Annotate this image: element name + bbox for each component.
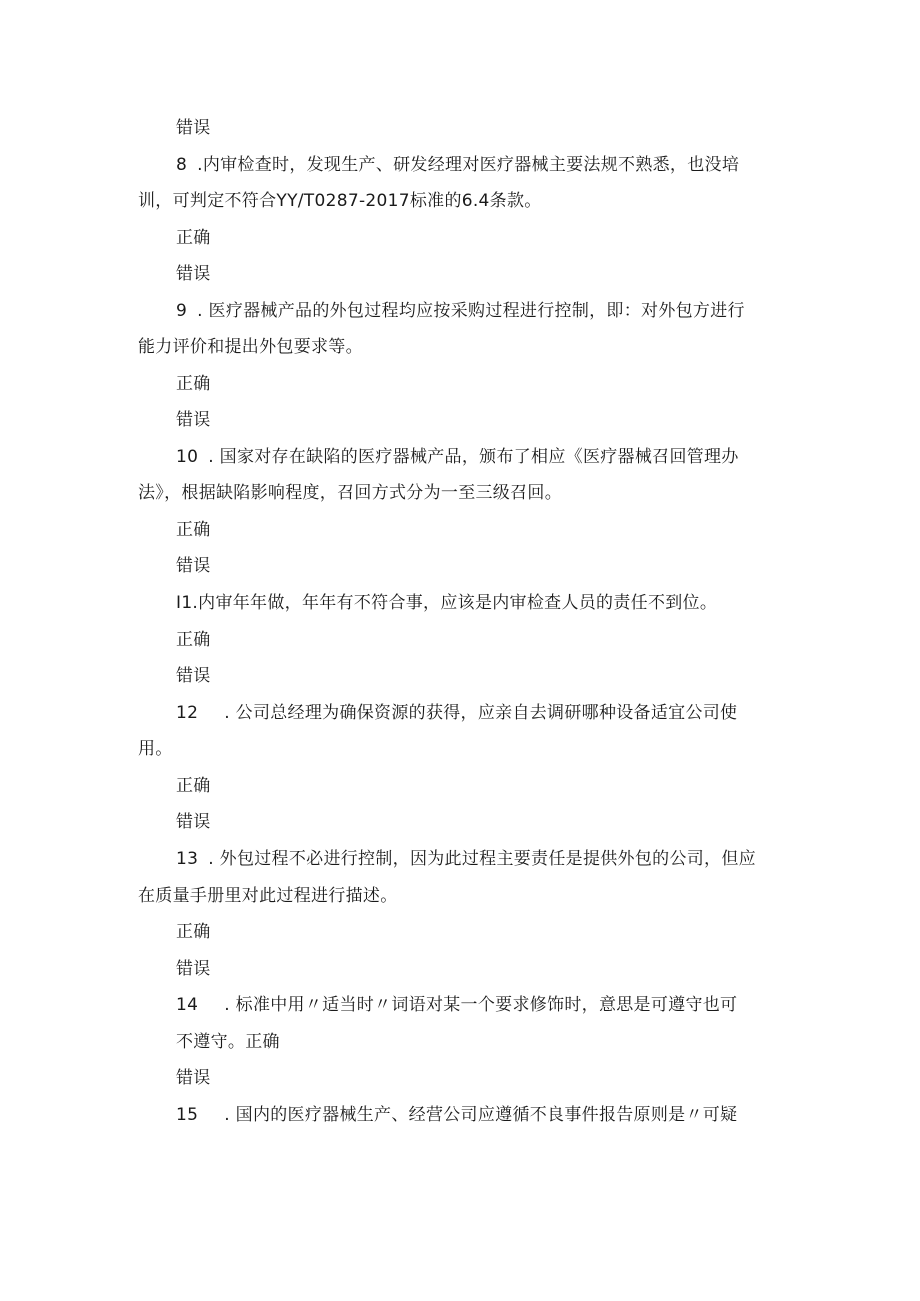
- answer-option: 错误: [176, 118, 211, 138]
- question-14-line-1: [176, 993, 737, 1017]
- question-12-line-2: 用。: [138, 739, 173, 759]
- question-15-line-1: [176, 1103, 737, 1127]
- question-8-line-2: 训，可判定不符合YY/T0287-2017标准的6.4条款。: [138, 191, 542, 211]
- answer-option-correct: 正确: [176, 374, 211, 394]
- question-number: 13: [176, 849, 199, 869]
- answer-option-wrong: 错误: [176, 666, 211, 686]
- question-13-line-2: 在质量手册里对此过程进行描述。: [138, 886, 398, 906]
- question-10-line-2: 法》，根据缺陷影响程度，召回方式分为一至三级召回。: [138, 483, 562, 503]
- answer-option-wrong: 错误: [176, 959, 211, 979]
- answer-option-wrong: 错误: [176, 410, 211, 430]
- question-number: 9: [176, 301, 188, 321]
- question-8-line-1: [176, 153, 739, 177]
- question-number: 12: [176, 703, 199, 723]
- question-13-line-1: [176, 847, 756, 871]
- question-text: .内审检查时，发现生产、研发经理对医疗器械主要法规不熟悉，也没培: [197, 155, 740, 175]
- answer-option-wrong: 错误: [176, 1068, 211, 1088]
- answer-option-correct: 正确: [176, 922, 211, 942]
- question-14-line-2: 不遵守。正确: [176, 1032, 280, 1052]
- question-12-line-1: [176, 701, 737, 725]
- answer-option-wrong: 错误: [176, 812, 211, 832]
- question-number: 14: [176, 995, 199, 1015]
- answer-option-correct: 正确: [176, 520, 211, 540]
- answer-option-correct: 正确: [176, 228, 211, 248]
- question-number: 8: [176, 155, 188, 175]
- answer-option-correct: 正确: [176, 776, 211, 796]
- question-10-line-1: [176, 445, 739, 469]
- question-number: 15: [176, 1105, 199, 1125]
- question-11-line-1: [176, 591, 717, 615]
- answer-option-wrong: 错误: [176, 556, 211, 576]
- question-text: . 公司总经理为确保资源的获得，应亲自去调研哪种设备适宜公司使: [224, 703, 738, 723]
- answer-option-wrong: 错误: [176, 264, 211, 284]
- question-text: 内审年年做，年年有不符合事，应该是内审检查人员的责任不到位。: [198, 593, 718, 613]
- question-9-line-1: [176, 299, 745, 323]
- question-9-line-2: 能力评价和提出外包要求等。: [138, 337, 363, 357]
- question-text: . 外包过程不必进行控制，因为此过程主要责任是提供外包的公司，但应: [208, 849, 756, 869]
- question-number: 10: [176, 447, 199, 467]
- question-text: . 医疗器械产品的外包过程均应按采购过程进行控制，即：对外包方进行: [197, 301, 745, 321]
- question-number: I1.: [176, 593, 199, 613]
- question-text: . 国家对存在缺陷的医疗器械产品，颁布了相应《医疗器械召回管理办: [208, 447, 739, 467]
- answer-option-correct: 正确: [176, 630, 211, 650]
- question-text: . 标准中用〃适当时〃词语对某一个要求修饰时，意思是可遵守也可: [224, 995, 738, 1015]
- question-text: . 国内的医疗器械生产、经营公司应遵循不良事件报告原则是〃可疑: [224, 1105, 738, 1125]
